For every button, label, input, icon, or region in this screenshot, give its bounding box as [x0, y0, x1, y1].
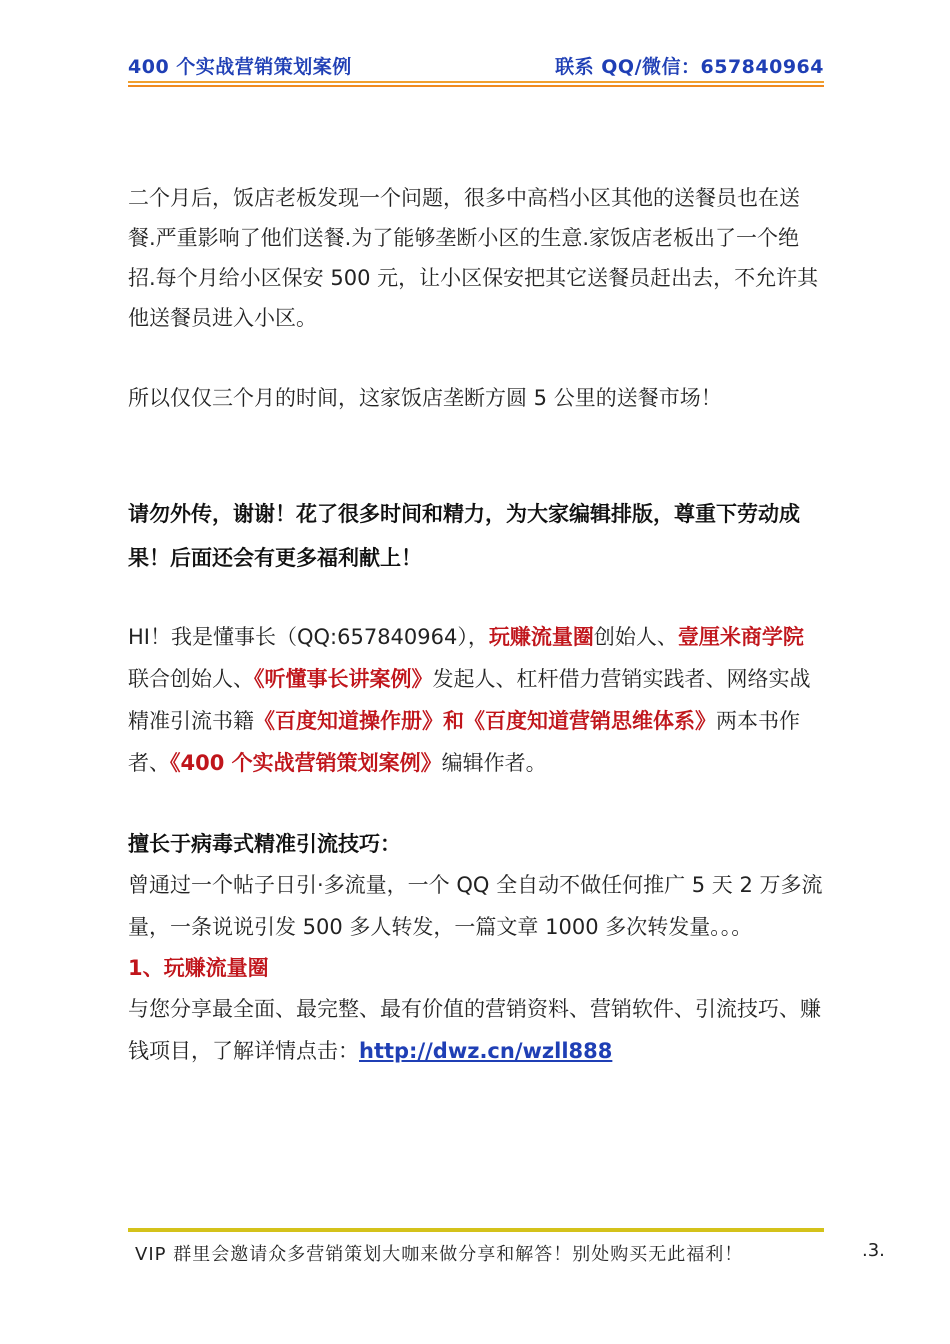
skill-heading: 擅长于病毒式精准引流技巧： [128, 832, 401, 856]
intro-text-2: 创始人、 [593, 625, 678, 649]
header-title: 400 个实战营销策划案例 [128, 56, 352, 78]
intro-text-1: HI！我是懂事长（QQ:657840964）， [128, 625, 489, 649]
author-intro [128, 616, 824, 784]
header-divider-accent [128, 85, 824, 87]
intro-highlight-5: 《400 个实战营销策划案例》 [170, 751, 442, 775]
intro-text-4: 发起人、杠杆借力营销实践者、网络实战精准引流书籍 [128, 667, 811, 733]
page-number: .3. [862, 1240, 885, 1261]
paragraph-story: 二个月后，饭店老板发现一个问题，很多中高档小区其他的送餐员也在送餐.严重影响了他们送餐.为了能够垄断小区的生意.家饭店老板出了一个绝招.每个月给小区保安 500 元，让小区保安把其它送餐员赶出去，不允许其他送餐员进入小区。 [128, 186, 819, 330]
footer-text: VIP 群里会邀请众多营销策划大咖来做分享和解答！别处购买无此福利！ [135, 1244, 744, 1265]
item1-text [128, 988, 824, 1072]
footer-divider [128, 1228, 824, 1232]
intro-highlight-3: 《听懂事长讲案例》 [254, 667, 433, 691]
intro-text-6: 编辑作者。 [441, 751, 547, 775]
header-divider [128, 81, 824, 83]
notice-paragraph: 请勿外传，谢谢！花了很多时间和精力，为大家编辑排版，尊重下劳动成果！后面还会有更多福利献上！ [128, 502, 800, 570]
paragraph-conclusion: 所以仅仅三个月的时间，这家饭店垄断方圆 5 公里的送餐市场！ [128, 386, 722, 410]
intro-highlight-1: 玩赚流量圈 [488, 625, 594, 649]
item1-description: 与您分享最全面、最完整、最有价值的营销资料、营销软件、引流技巧、赚钱项目，了解详情点击： [128, 997, 821, 1063]
page-header [128, 52, 824, 78]
intro-text-5: 两本书作者、 [128, 709, 800, 775]
item1-link[interactable]: http://dwz.cn/wzll888 [359, 1039, 613, 1063]
document-body [128, 178, 824, 1072]
skill-text: 曾通过一个帖子日引·多流量，一个 QQ 全自动不做任何推广 5 天 2 万多流量，一条说说引发 500 多人转发，一篇文章 1000 多次转发量。。。 [128, 873, 823, 939]
intro-text-3: 联合创始人、 [128, 667, 254, 691]
intro-highlight-4: 《百度知道操作册》和《百度知道营销思维体系》 [254, 709, 716, 733]
header-contact: 联系 QQ/微信：657840964 [555, 56, 824, 78]
item1-heading: 1、玩赚流量圈 [128, 956, 269, 980]
intro-highlight-2: 壹厘米商学院 [677, 625, 804, 649]
